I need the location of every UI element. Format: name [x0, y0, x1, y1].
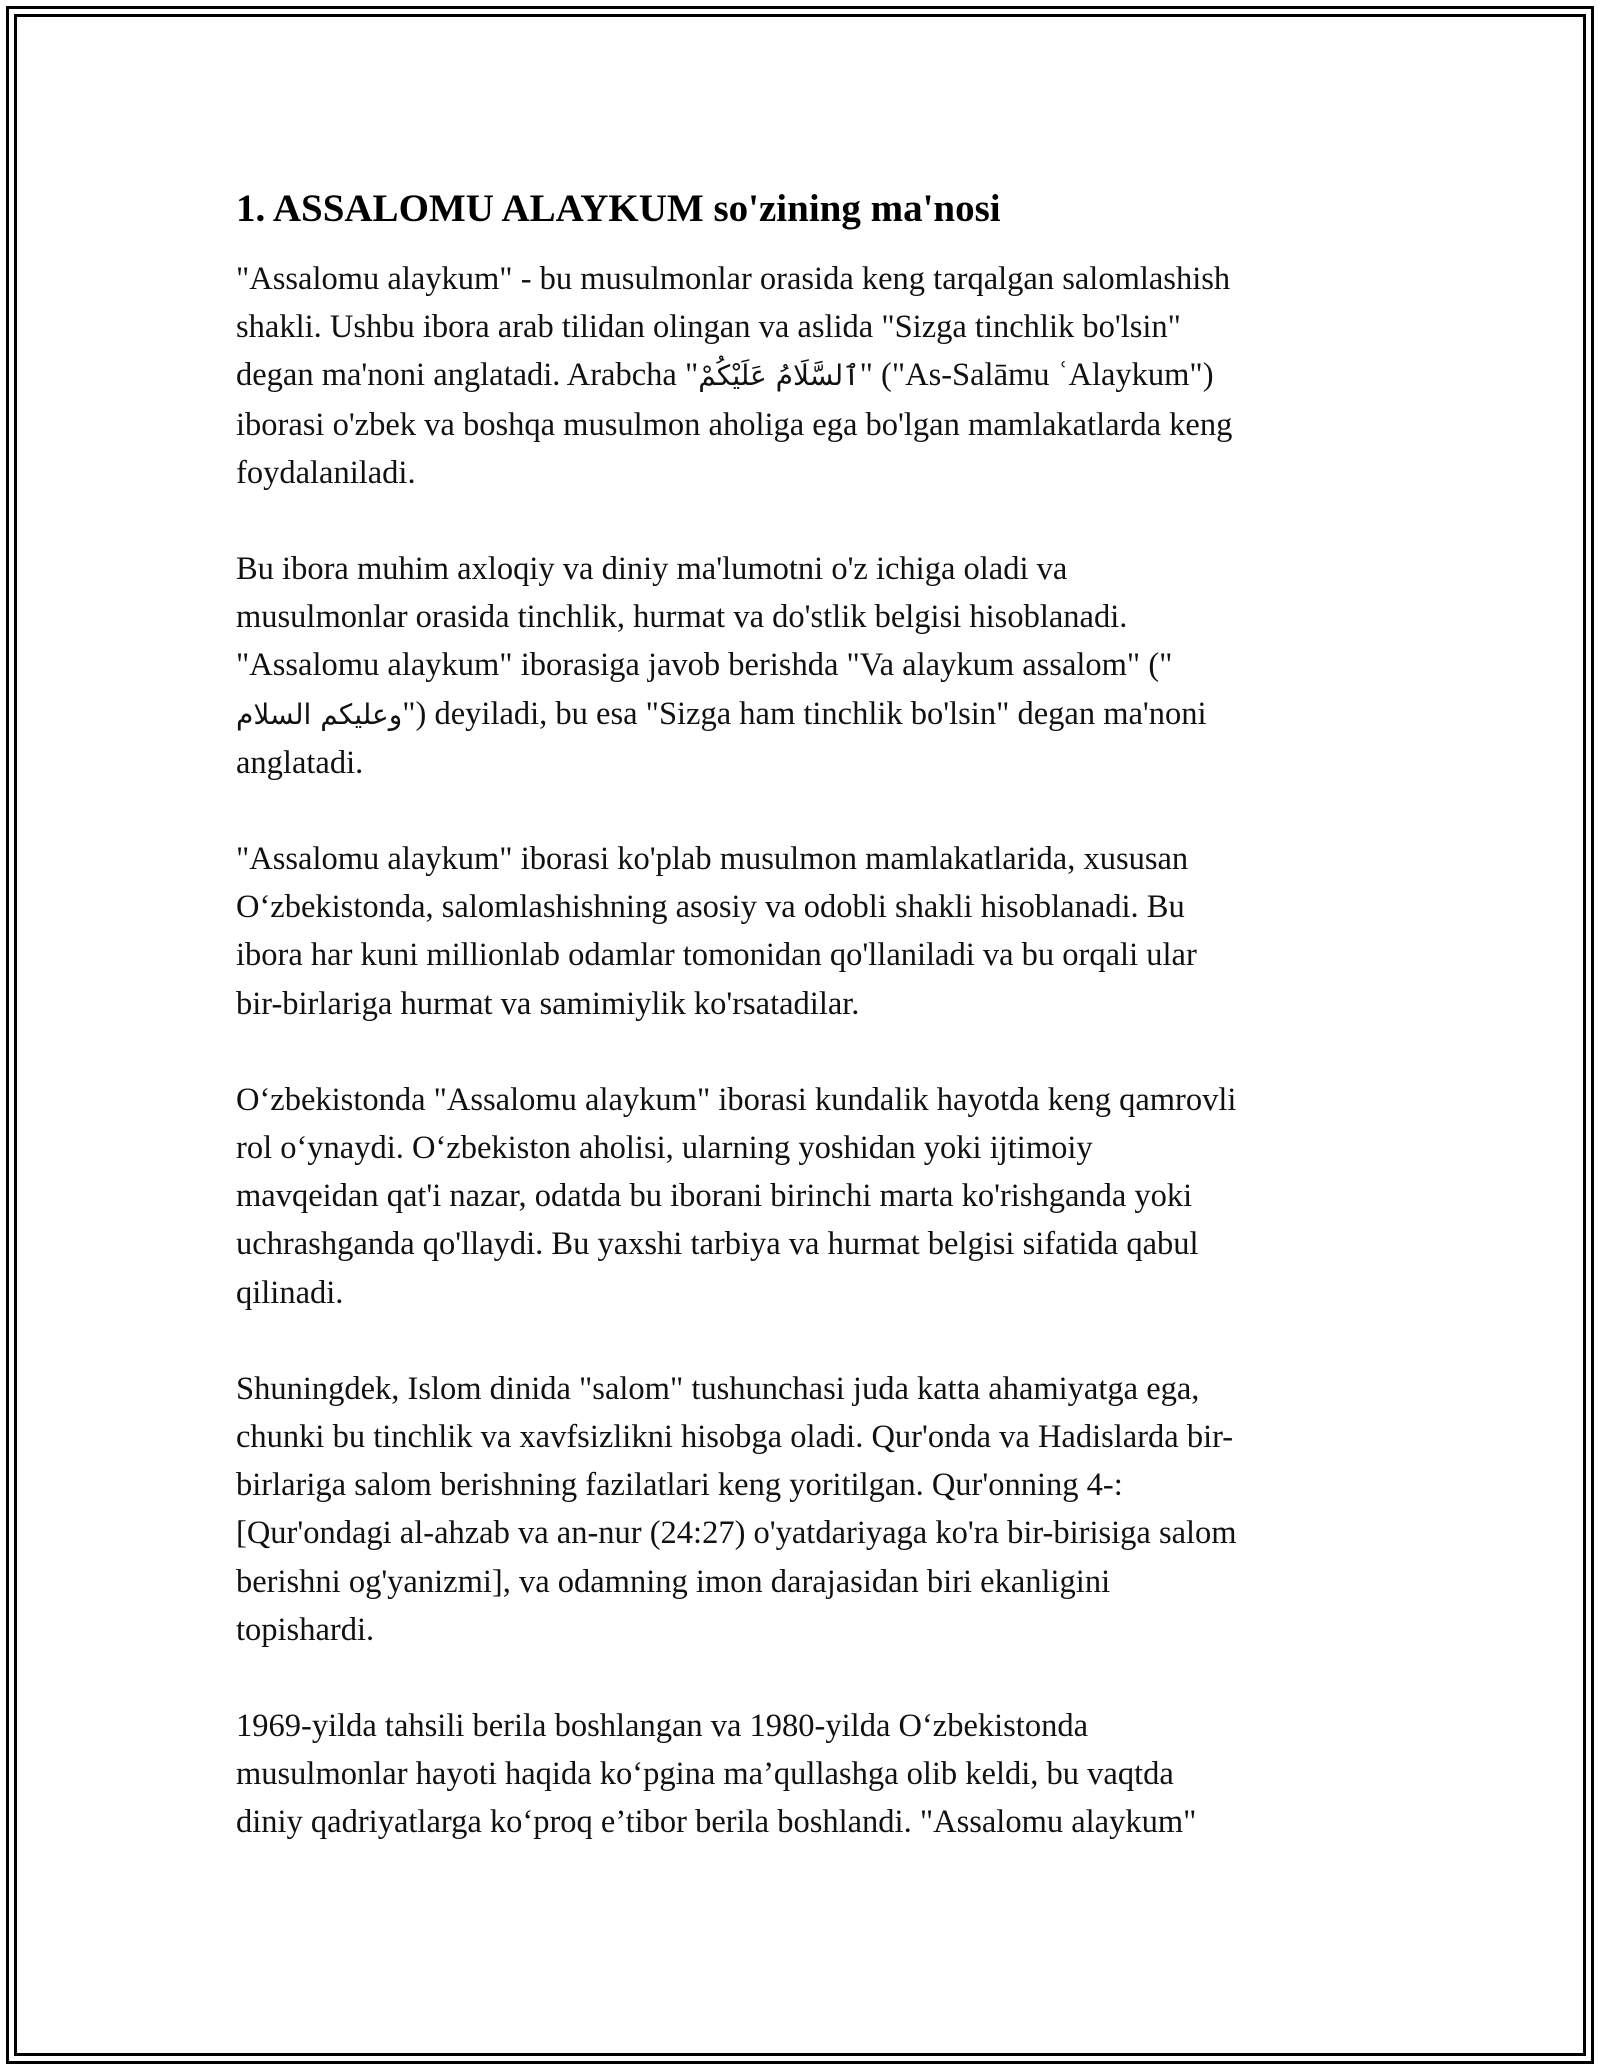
- text-run: bir-birlariga hurmat va samimiylik ko'rsatadilar.: [236, 985, 860, 1022]
- text-line: [236, 1124, 1366, 1172]
- text-line: [236, 1220, 1366, 1268]
- text-run: ") deyiladi, bu esa "Sizga ham tinchlik bo'lsin" degan ma'noni: [402, 695, 1207, 732]
- text-run: anglatadi.: [236, 744, 364, 781]
- text-run: berishni og'yanizmi], va odamning imon darajasidan biri ekanligini: [236, 1563, 1111, 1600]
- text-line: [236, 1172, 1366, 1220]
- text-line: [236, 449, 1366, 497]
- text-run: ibora har kuni millionlab odamlar tomonidan qo'llaniladi va bu orqali ular: [236, 937, 1197, 974]
- text-run: chunki bu tinchlik va xavfsizlikni hisobga oladi. Qur'onda va Hadislarda bir-: [236, 1419, 1234, 1456]
- text-run: "Assalomu alaykum" - bu musulmonlar orasida keng tarqalgan salomlashish: [236, 261, 1231, 297]
- arabic-phrase: وعليكم السلام: [236, 697, 403, 731]
- text-line: [236, 255, 1366, 303]
- text-line: [236, 1558, 1366, 1606]
- body-paragraph: [236, 1076, 1366, 1317]
- text-run: Shuningdek, Islom dinida "salom" tushunchasi juda katta ahamiyatga ega,: [236, 1370, 1200, 1407]
- text-line: [236, 593, 1366, 641]
- text-run: "Assalomu alaykum" iborasiga javob berishda "Va alaykum assalom" (": [236, 647, 1173, 684]
- arabic-phrase: ٱلسَّلَامُ عَلَيْكُمْ: [698, 359, 860, 393]
- text-run: shakli. Ushbu ibora arab tilidan olingan va aslida "Sizga tinchlik bo'lsin": [236, 309, 1181, 346]
- text-line: [236, 1798, 1366, 1846]
- text-run: iborasi o'zbek va boshqa musulmon aholiga ega bo'lgan mamlakatlarda keng: [236, 406, 1233, 443]
- text-line: [236, 1269, 1366, 1317]
- text-line: [236, 883, 1366, 931]
- body-paragraph: [236, 545, 1366, 787]
- text-run: diniy qadriyatlarga ko‘proq e’tibor berila boshlandi. "Assalomu alaykum": [236, 1804, 1197, 1841]
- body-paragraph: [236, 1702, 1366, 1847]
- text-line: [236, 1076, 1366, 1124]
- text-run: qilinadi.: [236, 1274, 344, 1311]
- text-run: O‘zbekistonda, salomlashishning asosiy va odobli shakli hisoblanadi. Bu: [236, 889, 1185, 926]
- text-line: [236, 1606, 1366, 1654]
- body-paragraph: [236, 255, 1366, 497]
- text-line: [236, 980, 1366, 1028]
- text-line: [236, 1461, 1366, 1509]
- text-run: 1969-yilda tahsili berila boshlangan va 1980-yilda O‘zbekistonda: [236, 1708, 1089, 1745]
- text-run: mavqeidan qat'i nazar, odatda bu iborani birinchi marta ko'rishganda yoki: [236, 1178, 1193, 1215]
- text-line: [236, 303, 1366, 351]
- text-line: [236, 1702, 1366, 1750]
- paragraph-list: [236, 255, 1366, 1847]
- text-line: [236, 1750, 1366, 1798]
- text-run: musulmonlar orasida tinchlik, hurmat va do'stlik belgisi hisoblanadi.: [236, 599, 1128, 636]
- text-run: birlariga salom berishning fazilatlari keng yoritilgan. Qur'onning 4-:: [236, 1467, 1123, 1504]
- text-run: [Qur'ondagi al-ahzab va an-nur (24:27) o'yatdariyaga ko'ra bir-birisiga salom: [236, 1515, 1237, 1552]
- text-line: [236, 739, 1366, 787]
- text-line: [236, 1365, 1366, 1413]
- text-line: [236, 641, 1366, 689]
- text-line: [236, 1413, 1366, 1461]
- text-line: [236, 690, 1366, 739]
- document-body: [236, 185, 1366, 1847]
- text-run: "Assalomu alaykum" iborasi ko'plab musulmon mamlakatlarida, xususan: [236, 841, 1189, 878]
- text-run: topishardi.: [236, 1611, 375, 1648]
- text-run: " ("As-Salāmu ʿAlaykum"): [859, 357, 1214, 394]
- text-line: [236, 545, 1366, 593]
- text-run: foydalaniladi.: [236, 454, 416, 491]
- page-title: 1. ASSALOMU ALAYKUM so'zining ma'nosi: [236, 187, 1001, 230]
- text-line: [236, 351, 1366, 400]
- text-line: [236, 401, 1366, 449]
- body-paragraph: [236, 835, 1366, 1028]
- text-run: O‘zbekistonda "Assalomu alaykum" iborasi kundalik hayotda keng qamrovli: [236, 1081, 1237, 1118]
- text-line: [236, 835, 1366, 883]
- text-line: [236, 1509, 1366, 1557]
- body-paragraph: [236, 1365, 1366, 1654]
- text-run: musulmonlar hayoti haqida ko‘pgina ma’qullashga olib keldi, bu vaqtda: [236, 1756, 1174, 1793]
- text-line: [236, 931, 1366, 979]
- text-run: rol o‘ynaydi. O‘zbekiston aholisi, ularning yoshidan yoki ijtimoiy: [236, 1130, 1093, 1167]
- text-run: uchrashganda qo'llaydi. Bu yaxshi tarbiya va hurmat belgisi sifatida qabul: [236, 1226, 1199, 1263]
- text-run: degan ma'noni anglatadi. Arabcha ": [236, 357, 699, 394]
- text-run: Bu ibora muhim axloqiy va diniy ma'lumotni o'z ichiga oladi va: [236, 551, 1068, 588]
